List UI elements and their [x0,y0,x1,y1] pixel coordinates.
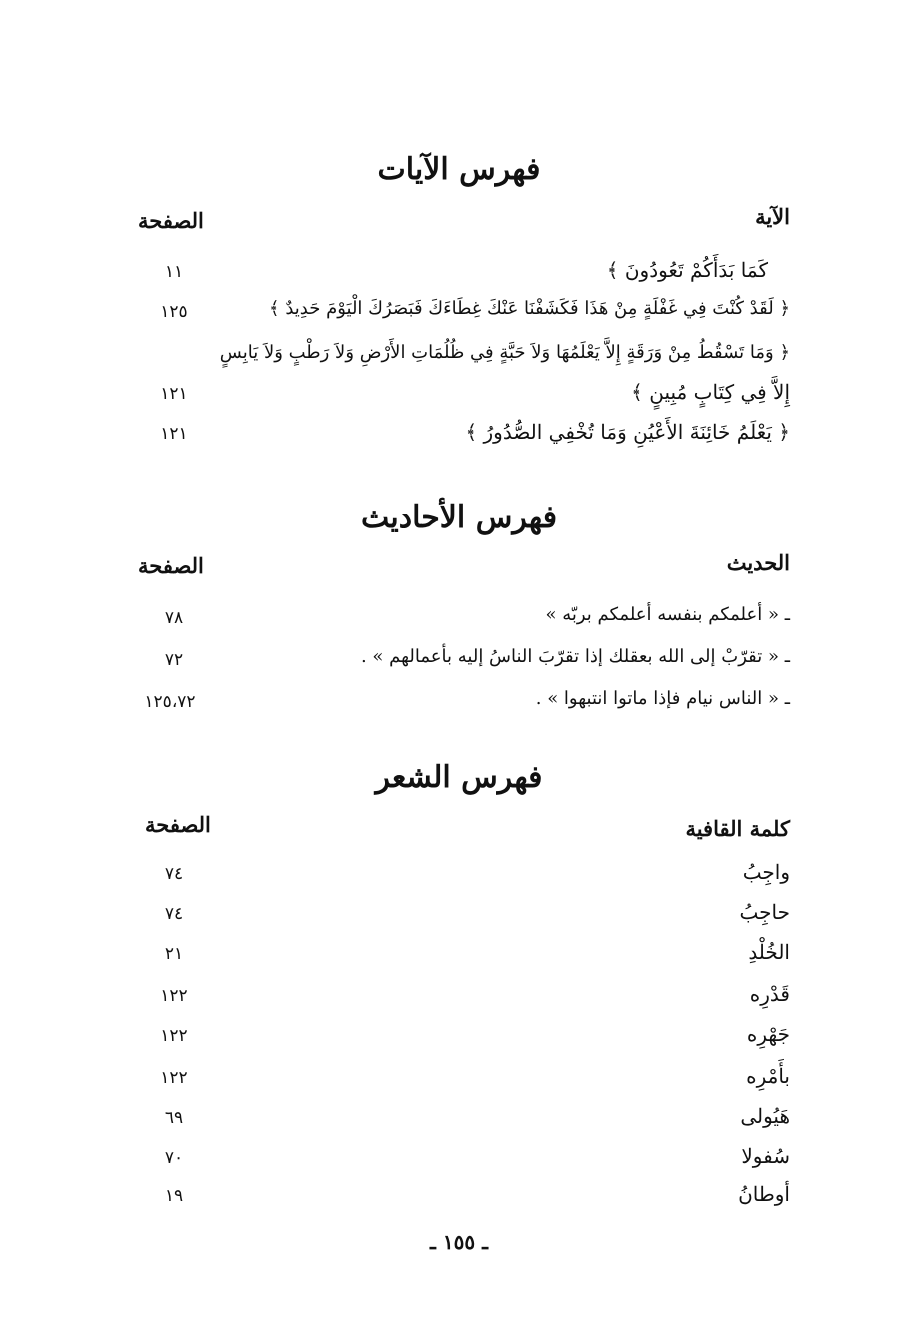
hadith-column-hadith-header: الحديث [726,550,790,575]
poetry-rhyme-word: سُفولا [741,1144,790,1168]
verse-row [0,258,918,296]
poetry-column-rhyme-header: كلمة القافية [685,816,790,841]
poetry-rhyme-word: واجِبُ [742,860,790,884]
poetry-row [0,1182,918,1220]
hadith-page: ٧٨ [164,608,184,628]
poetry-row [0,1022,918,1060]
poetry-row [0,900,918,938]
poetry-rhyme-word: بأَمْرِه [746,1064,790,1088]
verses-index-title: فهرس الآيات [377,152,541,187]
hadith-page: ١٢٥،٧٢ [144,692,196,712]
poetry-page: ٧٠ [164,1148,184,1168]
hadith-row [0,646,918,684]
poetry-row [0,1104,918,1142]
poetry-page: ٦٩ [164,1108,184,1128]
poetry-row [0,860,918,898]
poetry-row [0,1144,918,1182]
poetry-rhyme-word: الخُلْدِ [748,940,790,964]
poetry-row [0,982,918,1020]
verse-text: كَمَا بَدَأَكُمْ تَعُودُونَ ﴾ [606,258,768,282]
verse-text: ﴿ يَعْلَمُ خَائِنَةَ الأَعْيُنِ وَمَا تُخْفِي الصُّدُورُ ﴾ [465,420,790,444]
poetry-page: ١٢٢ [160,1068,188,1088]
hadith-column-page-header: الصفحة [138,553,204,578]
verse-row [0,342,918,380]
poetry-row [0,940,918,978]
verse-page: ١٢٥ [160,302,188,322]
verse-page: ١٢١ [160,384,188,404]
poetry-page: ٢١ [164,944,184,964]
poetry-index-title: فهرس الشعر [375,760,543,795]
poetry-column-page-header: الصفحة [145,812,211,837]
poetry-rhyme-word: هَيُولى [740,1104,790,1128]
hadith-row [0,604,918,642]
page-number: ـ ١٥٥ ـ [430,1230,488,1254]
poetry-row [0,1064,918,1102]
hadith-text: ـ « الناس نيام فإذا ماتوا انتبهوا » . [535,688,790,709]
poetry-rhyme-word: جَهْرِه [746,1022,790,1046]
verse-text: ﴿ لَقَدْ كُنْتَ فِي غَفْلَةٍ مِنْ هَذَا فَكَشَفْنَا عَنْكَ غِطَاءَكَ فَبَصَرُكَ الْيَوْمَ حَدِيدٌ ﴾ [269,298,790,319]
poetry-page: ٧٤ [164,864,184,884]
hadith-text: ـ « أعلمكم بنفسه أعلمكم بربّه » [545,604,790,625]
verses-column-page-header: الصفحة [138,208,204,233]
poetry-page: ١٢٢ [160,986,188,1006]
verse-text: ﴿ وَمَا تَسْقُطُ مِنْ وَرَقَةٍ إِلاَّ يَعْلَمُهَا وَلاَ حَبَّةٍ فِي ظُلُمَاتِ الأَرْضِ وَلاَ رَطْبٍ وَلاَ يَابِسٍ [219,342,790,363]
verse-row [0,380,918,418]
verses-column-verse-header: الآية [755,204,790,229]
poetry-page: ١٢٢ [160,1026,188,1046]
poetry-rhyme-word: أوطانُ [738,1182,790,1206]
verse-row [0,420,918,458]
verse-row [0,298,918,336]
hadith-row [0,688,918,726]
poetry-page: ١٩ [164,1186,184,1206]
poetry-page: ٧٤ [164,904,184,924]
hadith-index-title: فهرس الأحاديث [360,500,558,535]
verse-text: إِلاَّ فِي كِتَابٍ مُبِينٍ ﴾ [631,380,790,404]
poetry-rhyme-word: قَدْرِه [749,982,790,1006]
hadith-text: ـ « تقرّبْ إلى الله بعقلك إذا تقرّبَ الناسُ إليه بأعمالهم » . [360,646,790,667]
hadith-page: ٧٢ [164,650,184,670]
verse-page: ١١ [164,262,184,282]
poetry-rhyme-word: حاجِبُ [739,900,790,924]
verse-page: ١٢١ [160,424,188,444]
